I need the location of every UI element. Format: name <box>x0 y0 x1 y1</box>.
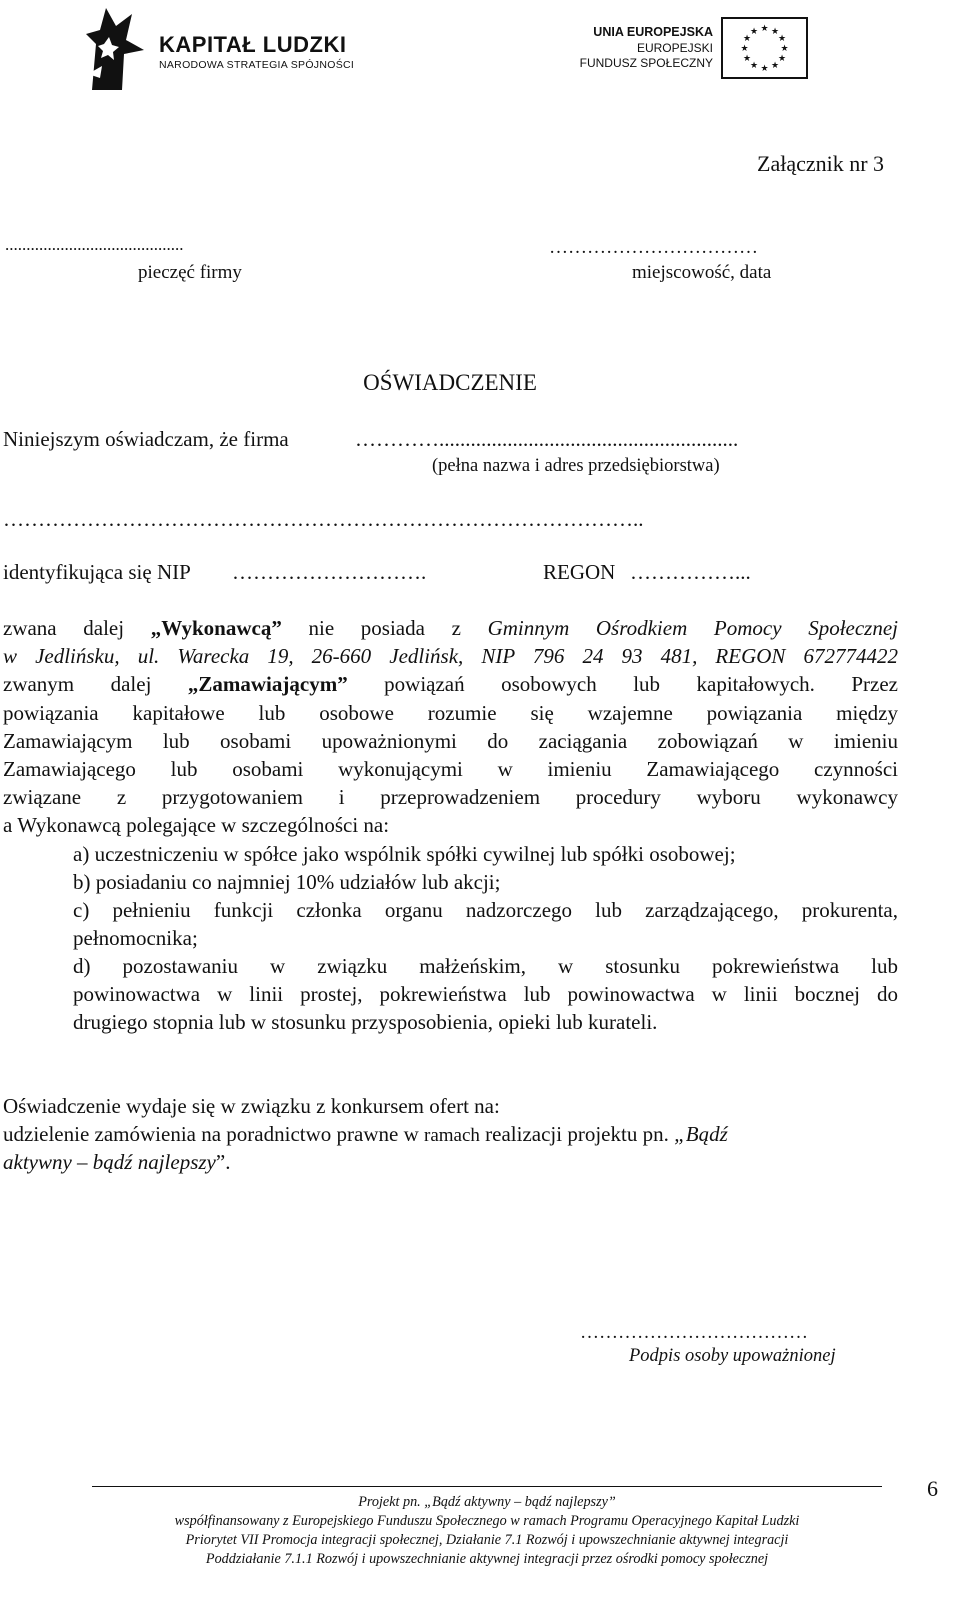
svg-text:★: ★ <box>770 61 780 71</box>
list-item-d-line2: powinowactwa w linii prostej, pokrewieństwa lub powinowactwa w linii bocznej do <box>73 982 898 1006</box>
place-date-label: miejscowość, data <box>632 262 772 283</box>
signature-dots: ……………………………… <box>580 1322 808 1343</box>
footer-line-1: Projekt pn. „Bądź aktywny – bądź najlepszy” <box>358 1494 616 1510</box>
page-number: 6 <box>927 1476 938 1501</box>
intro-text: Niniejszym oświadczam, że firma <box>3 427 289 451</box>
svg-text:★: ★ <box>749 27 759 37</box>
document-title: OŚWIADCZENIE <box>363 370 537 395</box>
firm-address-dots: ……………………………………………………………………………….. <box>3 507 644 531</box>
closing-text: ramach <box>424 1125 480 1146</box>
project-name: „Bądź <box>674 1122 728 1146</box>
contractor-term: „Wykonawcą” <box>150 616 282 640</box>
body-line-7: związane z przygotowaniem i przeprowadzeniem procedury wyboru wykonawcy <box>3 785 898 809</box>
body-line-2: w Jedlińsku, ul. Warecka 19, 26-660 Jedlińsk, NIP 796 24 93 481, REGON 672774422 <box>3 644 898 668</box>
body-text: powiązań osobowych lub kapitałowych. Przez <box>347 672 898 696</box>
eu-flag-icon <box>721 17 808 79</box>
body-line-6: Zamawiającego lub osobami wykonującymi w imieniu Zamawiającego czynności <box>3 757 898 781</box>
body-line-5: Zamawiającym lub osobami upoważnionymi do zaciągania zobowiązań w imieniu <box>3 729 898 753</box>
list-item-d-line3: drugiego stopnia lub w stosunku przysposobienia, opieki lub kurateli. <box>73 1010 658 1034</box>
list-item-b: b) posiadaniu co najmniej 10% udziałów lub akcji; <box>73 870 501 894</box>
firm-name-label: (pełna nazwa i adres przedsiębiorstwa) <box>432 456 720 476</box>
stamp-dots: .......................................... <box>5 235 184 254</box>
eu-logo-line1: UNIA EUROPEJSKA <box>593 25 713 39</box>
footer-divider <box>92 1486 882 1487</box>
closing-text: udzielenie zamówienia na poradnictwo prawne w <box>3 1122 424 1146</box>
stamp-label: pieczęć firmy <box>138 262 242 283</box>
footer-line-4: Poddziałanie 7.1.1 Rozwój i upowszechnianie aktywnej integracji przez ośrodki pomocy społecznej <box>205 1551 769 1567</box>
nip-label: identyfikująca się NIP <box>3 560 191 584</box>
body-line-4: powiązania kapitałowe lub osobowe rozumie się wzajemne powiązania między <box>3 701 898 725</box>
list-item-c-line2: pełnomocnika; <box>73 926 198 950</box>
svg-text:★: ★ <box>770 27 780 37</box>
regon-dots: ……………... <box>630 560 751 584</box>
signature-label: Podpis osoby upoważnionej <box>629 1346 836 1366</box>
kapital-ludzki-logo-icon <box>82 4 152 90</box>
closing-line-3 <box>3 1150 230 1175</box>
institution-name: Gminnym Ośrodkiem Pomocy Społecznej <box>487 616 898 640</box>
svg-text:★: ★ <box>780 44 789 54</box>
firm-name-dots: …………......................................................... <box>355 427 739 451</box>
svg-text:★: ★ <box>760 64 769 74</box>
list-item-d-line1: d) pozostawaniu w związku małżeńskim, w stosunku pokrewieństwa lub <box>73 954 898 978</box>
footer-line-3: Priorytet VII Promocja integracji społecznej, Działanie 7.1 Rozwój i upowszechnianie aktywnej integracji <box>185 1532 789 1548</box>
svg-text:★: ★ <box>742 54 752 64</box>
closing-text: realizacji projektu pn. <box>479 1122 675 1146</box>
closing-text: ”. <box>215 1150 231 1174</box>
body-line-3 <box>3 672 898 697</box>
project-name: aktywny – bądź najlepszy <box>3 1150 216 1174</box>
orderer-term: „Zamawiającym” <box>187 672 348 696</box>
svg-text:★: ★ <box>742 34 752 44</box>
closing-line-2 <box>3 1122 728 1147</box>
svg-text:★: ★ <box>777 34 787 44</box>
footer-line-2: współfinansowany z Europejskiego Funduszu Społecznego w ramach Programu Operacyjnego Kapitał Ludzki <box>174 1513 800 1529</box>
regon-label: REGON <box>543 560 616 584</box>
svg-text:★: ★ <box>777 54 787 64</box>
kapital-ludzki-subtitle: NARODOWA STRATEGIA SPÓJNOŚCI <box>159 59 355 71</box>
kapital-ludzki-title: KAPITAŁ LUDZKI <box>159 32 347 57</box>
closing-line-1: Oświadczenie wydaje się w związku z konkursem ofert na: <box>3 1094 500 1118</box>
body-text: zwanym dalej <box>3 672 188 696</box>
list-item-a: a) uczestniczeniu w spółce jako wspólnik spółki cywilnej lub spółki osobowej; <box>73 842 736 866</box>
svg-text:★: ★ <box>749 61 759 71</box>
svg-text:★: ★ <box>740 44 749 54</box>
body-text: nie posiada z <box>281 616 488 640</box>
body-line-1 <box>3 616 898 641</box>
body-line-8: a Wykonawcą polegające w szczególności na: <box>3 813 390 837</box>
eu-logo-line2: EUROPEJSKI <box>636 41 713 55</box>
annex-label: Załącznik nr 3 <box>757 151 885 176</box>
body-text: zwana dalej <box>3 616 151 640</box>
eu-logo-line3: FUNDUSZ SPOŁECZNY <box>579 56 713 70</box>
nip-dots: ………………………. <box>232 560 427 584</box>
list-item-c-line1: c) pełnieniu funkcji członka organu nadzorczego lub zarządzającego, prokurenta, <box>73 898 898 922</box>
place-dots: …………………………… <box>549 237 758 258</box>
svg-text:★: ★ <box>760 24 769 34</box>
